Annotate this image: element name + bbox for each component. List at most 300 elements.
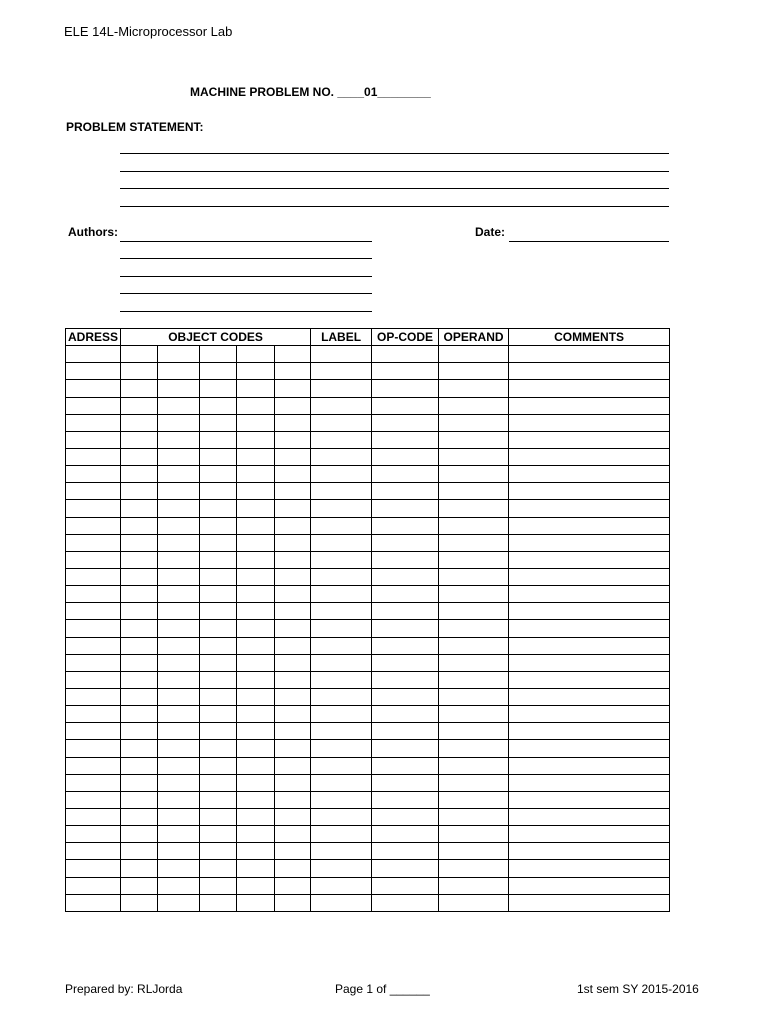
comments-cell[interactable] <box>509 723 670 740</box>
op-code-cell[interactable] <box>372 671 439 688</box>
object-code-cell[interactable] <box>121 346 158 363</box>
object-code-cell[interactable] <box>237 483 275 500</box>
object-code-cell[interactable] <box>275 603 311 620</box>
comments-cell[interactable] <box>509 534 670 551</box>
object-code-cell[interactable] <box>121 671 158 688</box>
op-code-cell[interactable] <box>372 534 439 551</box>
object-code-cell[interactable] <box>121 706 158 723</box>
object-code-cell[interactable] <box>237 363 275 380</box>
address-cell[interactable] <box>66 448 121 465</box>
author-line[interactable] <box>120 311 372 312</box>
object-code-cell[interactable] <box>200 568 237 585</box>
object-code-cell[interactable] <box>237 654 275 671</box>
object-code-cell[interactable] <box>158 740 200 757</box>
address-cell[interactable] <box>66 603 121 620</box>
object-code-cell[interactable] <box>275 774 311 791</box>
object-code-cell[interactable] <box>158 500 200 517</box>
object-code-cell[interactable] <box>158 723 200 740</box>
object-code-cell[interactable] <box>275 723 311 740</box>
object-code-cell[interactable] <box>275 706 311 723</box>
object-code-cell[interactable] <box>237 603 275 620</box>
object-code-cell[interactable] <box>275 380 311 397</box>
object-code-cell[interactable] <box>275 500 311 517</box>
operand-cell[interactable] <box>439 534 509 551</box>
op-code-cell[interactable] <box>372 826 439 843</box>
object-code-cell[interactable] <box>121 568 158 585</box>
object-code-cell[interactable] <box>237 431 275 448</box>
comments-cell[interactable] <box>509 791 670 808</box>
label-cell[interactable] <box>311 688 372 705</box>
object-code-cell[interactable] <box>158 483 200 500</box>
object-code-cell[interactable] <box>158 397 200 414</box>
operand-cell[interactable] <box>439 346 509 363</box>
object-code-cell[interactable] <box>237 534 275 551</box>
comments-cell[interactable] <box>509 706 670 723</box>
author-line[interactable] <box>120 293 372 294</box>
label-cell[interactable] <box>311 894 372 911</box>
address-cell[interactable] <box>66 517 121 534</box>
label-cell[interactable] <box>311 431 372 448</box>
operand-cell[interactable] <box>439 877 509 894</box>
object-code-cell[interactable] <box>237 791 275 808</box>
object-code-cell[interactable] <box>237 757 275 774</box>
operand-cell[interactable] <box>439 637 509 654</box>
object-code-cell[interactable] <box>121 688 158 705</box>
label-cell[interactable] <box>311 723 372 740</box>
object-code-cell[interactable] <box>200 774 237 791</box>
address-cell[interactable] <box>66 637 121 654</box>
comments-cell[interactable] <box>509 757 670 774</box>
object-code-cell[interactable] <box>121 843 158 860</box>
address-cell[interactable] <box>66 791 121 808</box>
comments-cell[interactable] <box>509 586 670 603</box>
object-code-cell[interactable] <box>121 620 158 637</box>
label-cell[interactable] <box>311 877 372 894</box>
object-code-cell[interactable] <box>158 894 200 911</box>
object-code-cell[interactable] <box>121 740 158 757</box>
object-code-cell[interactable] <box>200 397 237 414</box>
label-cell[interactable] <box>311 346 372 363</box>
object-code-cell[interactable] <box>200 860 237 877</box>
op-code-cell[interactable] <box>372 568 439 585</box>
object-code-cell[interactable] <box>237 346 275 363</box>
object-code-cell[interactable] <box>237 826 275 843</box>
object-code-cell[interactable] <box>237 808 275 825</box>
problem-statement-line[interactable] <box>120 188 669 189</box>
label-cell[interactable] <box>311 363 372 380</box>
object-code-cell[interactable] <box>158 380 200 397</box>
object-code-cell[interactable] <box>275 688 311 705</box>
object-code-cell[interactable] <box>158 808 200 825</box>
operand-cell[interactable] <box>439 757 509 774</box>
object-code-cell[interactable] <box>275 586 311 603</box>
object-code-cell[interactable] <box>237 706 275 723</box>
op-code-cell[interactable] <box>372 843 439 860</box>
object-code-cell[interactable] <box>237 517 275 534</box>
comments-cell[interactable] <box>509 603 670 620</box>
object-code-cell[interactable] <box>237 877 275 894</box>
object-code-cell[interactable] <box>158 826 200 843</box>
comments-cell[interactable] <box>509 740 670 757</box>
op-code-cell[interactable] <box>372 894 439 911</box>
address-cell[interactable] <box>66 808 121 825</box>
op-code-cell[interactable] <box>372 431 439 448</box>
object-code-cell[interactable] <box>200 843 237 860</box>
object-code-cell[interactable] <box>121 466 158 483</box>
label-cell[interactable] <box>311 551 372 568</box>
op-code-cell[interactable] <box>372 380 439 397</box>
address-cell[interactable] <box>66 483 121 500</box>
address-cell[interactable] <box>66 894 121 911</box>
op-code-cell[interactable] <box>372 414 439 431</box>
object-code-cell[interactable] <box>158 346 200 363</box>
comments-cell[interactable] <box>509 637 670 654</box>
label-cell[interactable] <box>311 808 372 825</box>
operand-cell[interactable] <box>439 586 509 603</box>
comments-cell[interactable] <box>509 346 670 363</box>
label-cell[interactable] <box>311 517 372 534</box>
object-code-cell[interactable] <box>158 620 200 637</box>
object-code-cell[interactable] <box>275 843 311 860</box>
object-code-cell[interactable] <box>158 774 200 791</box>
operand-cell[interactable] <box>439 826 509 843</box>
comments-cell[interactable] <box>509 397 670 414</box>
object-code-cell[interactable] <box>200 534 237 551</box>
object-code-cell[interactable] <box>275 757 311 774</box>
object-code-cell[interactable] <box>158 534 200 551</box>
object-code-cell[interactable] <box>275 414 311 431</box>
object-code-cell[interactable] <box>121 860 158 877</box>
object-code-cell[interactable] <box>237 466 275 483</box>
operand-cell[interactable] <box>439 431 509 448</box>
address-cell[interactable] <box>66 586 121 603</box>
comments-cell[interactable] <box>509 568 670 585</box>
operand-cell[interactable] <box>439 500 509 517</box>
object-code-cell[interactable] <box>121 448 158 465</box>
operand-cell[interactable] <box>439 414 509 431</box>
op-code-cell[interactable] <box>372 706 439 723</box>
object-code-cell[interactable] <box>121 431 158 448</box>
comments-cell[interactable] <box>509 860 670 877</box>
label-cell[interactable] <box>311 380 372 397</box>
object-code-cell[interactable] <box>275 620 311 637</box>
problem-statement-line[interactable] <box>120 153 669 154</box>
comments-cell[interactable] <box>509 894 670 911</box>
object-code-cell[interactable] <box>237 397 275 414</box>
address-cell[interactable] <box>66 620 121 637</box>
object-code-cell[interactable] <box>200 363 237 380</box>
address-cell[interactable] <box>66 380 121 397</box>
object-code-cell[interactable] <box>237 500 275 517</box>
comments-cell[interactable] <box>509 431 670 448</box>
address-cell[interactable] <box>66 500 121 517</box>
comments-cell[interactable] <box>509 466 670 483</box>
object-code-cell[interactable] <box>158 414 200 431</box>
object-code-cell[interactable] <box>275 894 311 911</box>
object-code-cell[interactable] <box>121 637 158 654</box>
label-cell[interactable] <box>311 774 372 791</box>
operand-cell[interactable] <box>439 380 509 397</box>
author-line[interactable] <box>120 276 372 277</box>
object-code-cell[interactable] <box>200 740 237 757</box>
object-code-cell[interactable] <box>200 500 237 517</box>
address-cell[interactable] <box>66 740 121 757</box>
comments-cell[interactable] <box>509 826 670 843</box>
op-code-cell[interactable] <box>372 586 439 603</box>
object-code-cell[interactable] <box>200 603 237 620</box>
problem-statement-line[interactable] <box>120 171 669 172</box>
operand-cell[interactable] <box>439 688 509 705</box>
label-cell[interactable] <box>311 637 372 654</box>
object-code-cell[interactable] <box>237 637 275 654</box>
date-line[interactable] <box>509 241 669 242</box>
object-code-cell[interactable] <box>158 568 200 585</box>
label-cell[interactable] <box>311 757 372 774</box>
object-code-cell[interactable] <box>121 586 158 603</box>
problem-statement-line[interactable] <box>120 206 669 207</box>
label-cell[interactable] <box>311 500 372 517</box>
op-code-cell[interactable] <box>372 483 439 500</box>
op-code-cell[interactable] <box>372 551 439 568</box>
object-code-cell[interactable] <box>275 483 311 500</box>
op-code-cell[interactable] <box>372 757 439 774</box>
object-code-cell[interactable] <box>158 688 200 705</box>
operand-cell[interactable] <box>439 808 509 825</box>
object-code-cell[interactable] <box>158 637 200 654</box>
object-code-cell[interactable] <box>121 757 158 774</box>
object-code-cell[interactable] <box>200 448 237 465</box>
op-code-cell[interactable] <box>372 363 439 380</box>
object-code-cell[interactable] <box>275 791 311 808</box>
object-code-cell[interactable] <box>237 894 275 911</box>
object-code-cell[interactable] <box>237 568 275 585</box>
label-cell[interactable] <box>311 791 372 808</box>
label-cell[interactable] <box>311 826 372 843</box>
label-cell[interactable] <box>311 466 372 483</box>
object-code-cell[interactable] <box>158 706 200 723</box>
operand-cell[interactable] <box>439 568 509 585</box>
address-cell[interactable] <box>66 431 121 448</box>
op-code-cell[interactable] <box>372 397 439 414</box>
op-code-cell[interactable] <box>372 860 439 877</box>
object-code-cell[interactable] <box>275 637 311 654</box>
object-code-cell[interactable] <box>275 860 311 877</box>
object-code-cell[interactable] <box>158 517 200 534</box>
comments-cell[interactable] <box>509 414 670 431</box>
label-cell[interactable] <box>311 448 372 465</box>
object-code-cell[interactable] <box>275 534 311 551</box>
object-code-cell[interactable] <box>275 346 311 363</box>
object-code-cell[interactable] <box>275 808 311 825</box>
address-cell[interactable] <box>66 363 121 380</box>
object-code-cell[interactable] <box>158 860 200 877</box>
object-code-cell[interactable] <box>200 414 237 431</box>
address-cell[interactable] <box>66 346 121 363</box>
object-code-cell[interactable] <box>200 791 237 808</box>
label-cell[interactable] <box>311 534 372 551</box>
label-cell[interactable] <box>311 706 372 723</box>
object-code-cell[interactable] <box>200 877 237 894</box>
object-code-cell[interactable] <box>121 723 158 740</box>
object-code-cell[interactable] <box>158 603 200 620</box>
object-code-cell[interactable] <box>121 397 158 414</box>
object-code-cell[interactable] <box>237 586 275 603</box>
object-code-cell[interactable] <box>200 483 237 500</box>
object-code-cell[interactable] <box>121 774 158 791</box>
object-code-cell[interactable] <box>237 671 275 688</box>
operand-cell[interactable] <box>439 363 509 380</box>
op-code-cell[interactable] <box>372 637 439 654</box>
address-cell[interactable] <box>66 877 121 894</box>
operand-cell[interactable] <box>439 671 509 688</box>
op-code-cell[interactable] <box>372 791 439 808</box>
label-cell[interactable] <box>311 843 372 860</box>
comments-cell[interactable] <box>509 363 670 380</box>
object-code-cell[interactable] <box>200 826 237 843</box>
object-code-cell[interactable] <box>200 551 237 568</box>
label-cell[interactable] <box>311 397 372 414</box>
object-code-cell[interactable] <box>121 791 158 808</box>
comments-cell[interactable] <box>509 620 670 637</box>
object-code-cell[interactable] <box>275 551 311 568</box>
object-code-cell[interactable] <box>158 843 200 860</box>
address-cell[interactable] <box>66 466 121 483</box>
author-line[interactable] <box>120 241 372 242</box>
operand-cell[interactable] <box>439 551 509 568</box>
address-cell[interactable] <box>66 826 121 843</box>
comments-cell[interactable] <box>509 808 670 825</box>
object-code-cell[interactable] <box>158 791 200 808</box>
object-code-cell[interactable] <box>200 757 237 774</box>
object-code-cell[interactable] <box>200 688 237 705</box>
op-code-cell[interactable] <box>372 620 439 637</box>
comments-cell[interactable] <box>509 843 670 860</box>
object-code-cell[interactable] <box>121 551 158 568</box>
object-code-cell[interactable] <box>158 671 200 688</box>
object-code-cell[interactable] <box>275 740 311 757</box>
operand-cell[interactable] <box>439 723 509 740</box>
object-code-cell[interactable] <box>121 363 158 380</box>
label-cell[interactable] <box>311 483 372 500</box>
comments-cell[interactable] <box>509 483 670 500</box>
object-code-cell[interactable] <box>200 346 237 363</box>
operand-cell[interactable] <box>439 791 509 808</box>
label-cell[interactable] <box>311 671 372 688</box>
object-code-cell[interactable] <box>237 860 275 877</box>
object-code-cell[interactable] <box>121 414 158 431</box>
label-cell[interactable] <box>311 586 372 603</box>
object-code-cell[interactable] <box>158 586 200 603</box>
operand-cell[interactable] <box>439 397 509 414</box>
object-code-cell[interactable] <box>121 654 158 671</box>
object-code-cell[interactable] <box>121 826 158 843</box>
object-code-cell[interactable] <box>237 774 275 791</box>
label-cell[interactable] <box>311 568 372 585</box>
object-code-cell[interactable] <box>200 671 237 688</box>
object-code-cell[interactable] <box>237 448 275 465</box>
object-code-cell[interactable] <box>200 517 237 534</box>
object-code-cell[interactable] <box>237 688 275 705</box>
address-cell[interactable] <box>66 534 121 551</box>
object-code-cell[interactable] <box>275 826 311 843</box>
operand-cell[interactable] <box>439 706 509 723</box>
object-code-cell[interactable] <box>200 723 237 740</box>
op-code-cell[interactable] <box>372 517 439 534</box>
object-code-cell[interactable] <box>200 466 237 483</box>
address-cell[interactable] <box>66 860 121 877</box>
op-code-cell[interactable] <box>372 774 439 791</box>
object-code-cell[interactable] <box>275 654 311 671</box>
object-code-cell[interactable] <box>275 568 311 585</box>
operand-cell[interactable] <box>439 620 509 637</box>
operand-cell[interactable] <box>439 654 509 671</box>
comments-cell[interactable] <box>509 551 670 568</box>
operand-cell[interactable] <box>439 843 509 860</box>
op-code-cell[interactable] <box>372 654 439 671</box>
address-cell[interactable] <box>66 568 121 585</box>
object-code-cell[interactable] <box>158 466 200 483</box>
object-code-cell[interactable] <box>237 843 275 860</box>
op-code-cell[interactable] <box>372 603 439 620</box>
op-code-cell[interactable] <box>372 877 439 894</box>
object-code-cell[interactable] <box>158 448 200 465</box>
address-cell[interactable] <box>66 843 121 860</box>
object-code-cell[interactable] <box>200 808 237 825</box>
address-cell[interactable] <box>66 723 121 740</box>
comments-cell[interactable] <box>509 671 670 688</box>
object-code-cell[interactable] <box>200 380 237 397</box>
operand-cell[interactable] <box>439 740 509 757</box>
operand-cell[interactable] <box>439 517 509 534</box>
object-code-cell[interactable] <box>237 740 275 757</box>
object-code-cell[interactable] <box>200 431 237 448</box>
object-code-cell[interactable] <box>200 654 237 671</box>
object-code-cell[interactable] <box>158 757 200 774</box>
operand-cell[interactable] <box>439 774 509 791</box>
op-code-cell[interactable] <box>372 808 439 825</box>
label-cell[interactable] <box>311 654 372 671</box>
operand-cell[interactable] <box>439 603 509 620</box>
object-code-cell[interactable] <box>200 706 237 723</box>
op-code-cell[interactable] <box>372 723 439 740</box>
operand-cell[interactable] <box>439 448 509 465</box>
comments-cell[interactable] <box>509 500 670 517</box>
comments-cell[interactable] <box>509 774 670 791</box>
address-cell[interactable] <box>66 671 121 688</box>
comments-cell[interactable] <box>509 654 670 671</box>
comments-cell[interactable] <box>509 517 670 534</box>
object-code-cell[interactable] <box>237 380 275 397</box>
object-code-cell[interactable] <box>158 877 200 894</box>
operand-cell[interactable] <box>439 483 509 500</box>
op-code-cell[interactable] <box>372 688 439 705</box>
object-code-cell[interactable] <box>275 877 311 894</box>
label-cell[interactable] <box>311 414 372 431</box>
object-code-cell[interactable] <box>275 431 311 448</box>
address-cell[interactable] <box>66 551 121 568</box>
object-code-cell[interactable] <box>121 603 158 620</box>
object-code-cell[interactable] <box>158 363 200 380</box>
operand-cell[interactable] <box>439 466 509 483</box>
object-code-cell[interactable] <box>275 466 311 483</box>
address-cell[interactable] <box>66 774 121 791</box>
address-cell[interactable] <box>66 414 121 431</box>
address-cell[interactable] <box>66 688 121 705</box>
object-code-cell[interactable] <box>237 414 275 431</box>
op-code-cell[interactable] <box>372 466 439 483</box>
address-cell[interactable] <box>66 706 121 723</box>
object-code-cell[interactable] <box>237 551 275 568</box>
